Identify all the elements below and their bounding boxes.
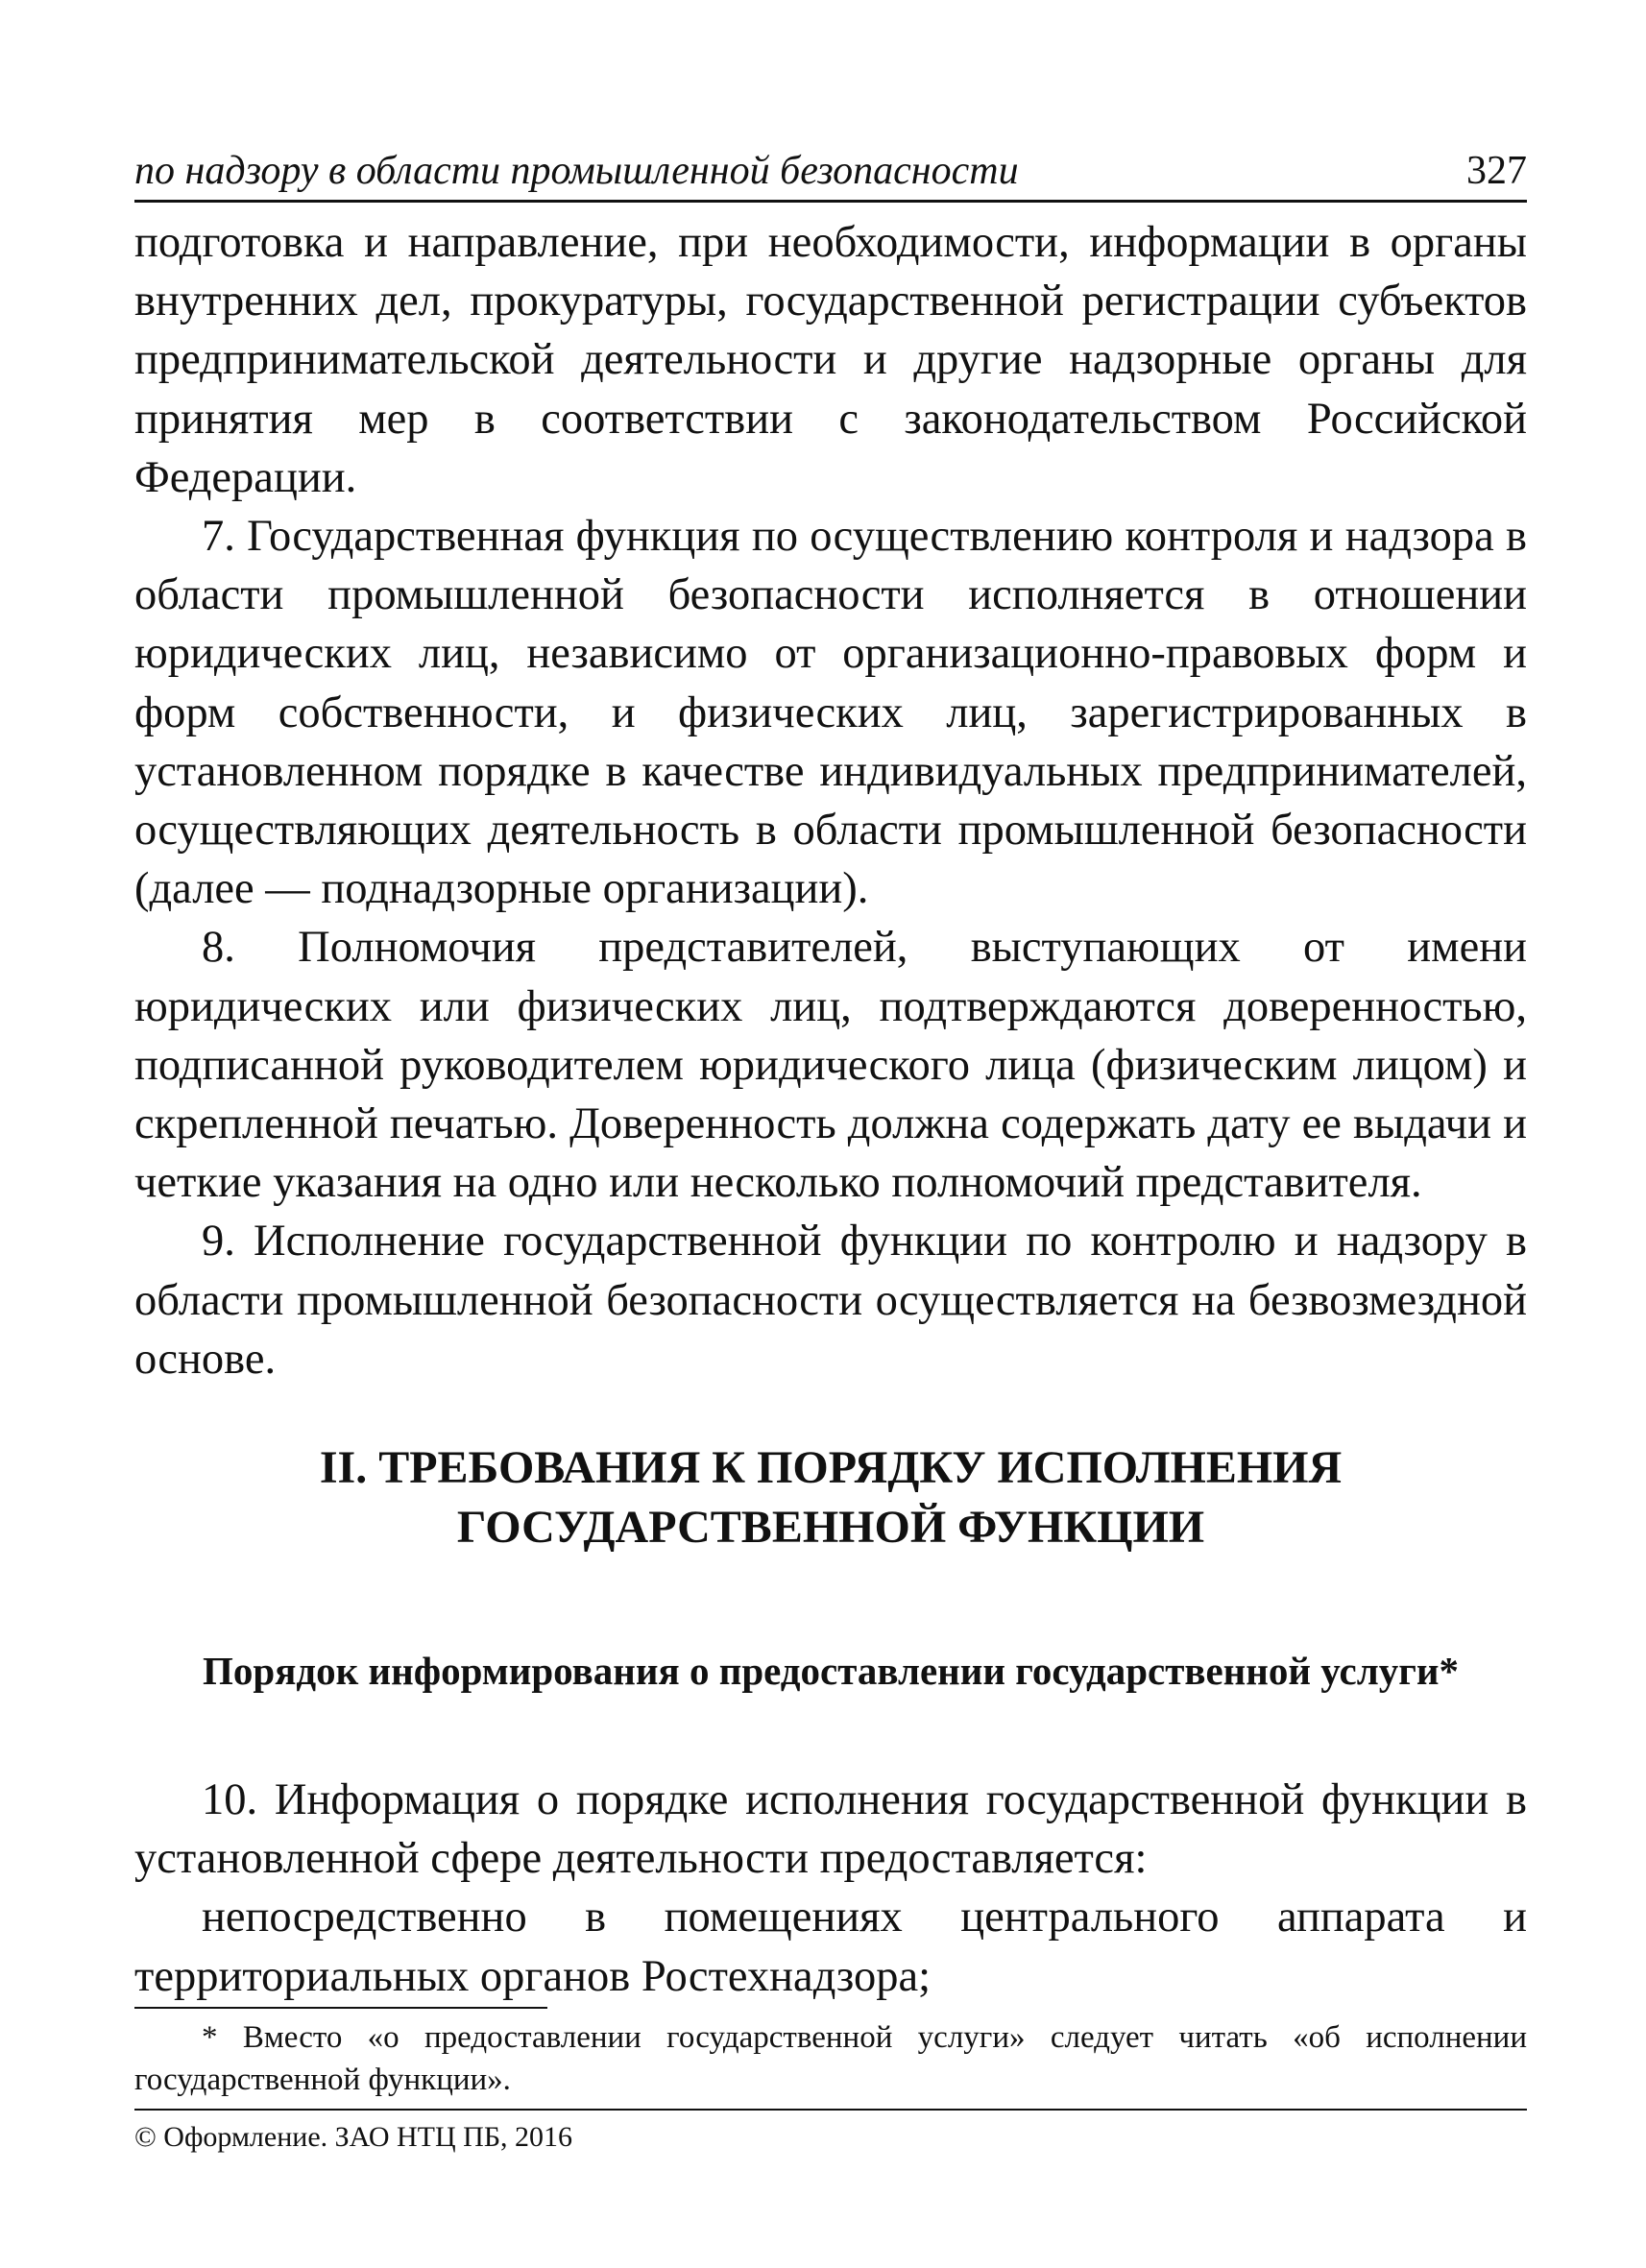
paragraph: непосредственно в помещениях центрального аппарата и территориальных органов Ростехнадзора; <box>134 1893 1527 2001</box>
copyright: © Оформление. ЗАО НТЦ ПБ, 2016 <box>134 2121 573 2153</box>
paragraph: 8. Полномочия представителей, выступающих от имени юридических или физических лиц, подтверждаются доверенностью, подписанной руководителем юридического лица (физическим лицом) и скрепленной печатью. Доверенность должна содержать дату ее выдачи и четкие указания на одно или несколько полномочий представителя. <box>134 923 1527 1208</box>
paragraph: 7. Государственная функция по осуществлению контроля и надзора в области промышленной безопасности исполняется в отношении юридических лиц, независимо от организационно-правовых форм и форм собственности, и физических лиц, зарегистрированных в установленном порядке в качестве индивидуальных предпринимателей, осуществляющих деятельность в области промышленной безопасности (далее — поднадзорные организации). <box>134 512 1527 914</box>
body-text-continued <box>134 1771 1527 2006</box>
footnote <box>134 2016 1527 2101</box>
body-text <box>134 213 1527 1388</box>
running-title: по надзору в области промышленной безопасности <box>134 149 1019 193</box>
document-page <box>134 0 1527 2268</box>
footnote-text: * Вместо «о предоставлении государственной услуги» следует читать «об исполнении государственной функции». <box>134 2020 1527 2097</box>
copyright-divider <box>134 2109 1527 2111</box>
paragraph: подготовка и направление, при необходимости, информации в органы внутренних дел, прокуратуры, государственной регистрации субъектов предпринимательской деятельности и другие надзорные органы для принятия мер в соответствии с законодательством Российской Федерации. <box>134 218 1527 502</box>
section-heading <box>134 1438 1527 1557</box>
footnote-divider <box>134 2007 547 2009</box>
section-heading-line: II. ТРЕБОВАНИЯ К ПОРЯДКУ ИСПОЛНЕНИЯ <box>319 1442 1343 1493</box>
section-heading-line: ГОСУДАРСТВЕННОЙ ФУНКЦИИ <box>456 1502 1205 1553</box>
running-header <box>134 142 1527 203</box>
paragraph: 10. Информация о порядке исполнения государственной функции в установленной сфере деятельности предоставляется: <box>134 1775 1527 1884</box>
subsection-heading: Порядок информирования о предоставлении государственной услуги* <box>203 1649 1459 1693</box>
page-number: 327 <box>1466 149 1527 193</box>
paragraph: 9. Исполнение государственной функции по контролю и надзору в области промышленной безопасности осуществляется на безвозмездной основе. <box>134 1217 1527 1384</box>
